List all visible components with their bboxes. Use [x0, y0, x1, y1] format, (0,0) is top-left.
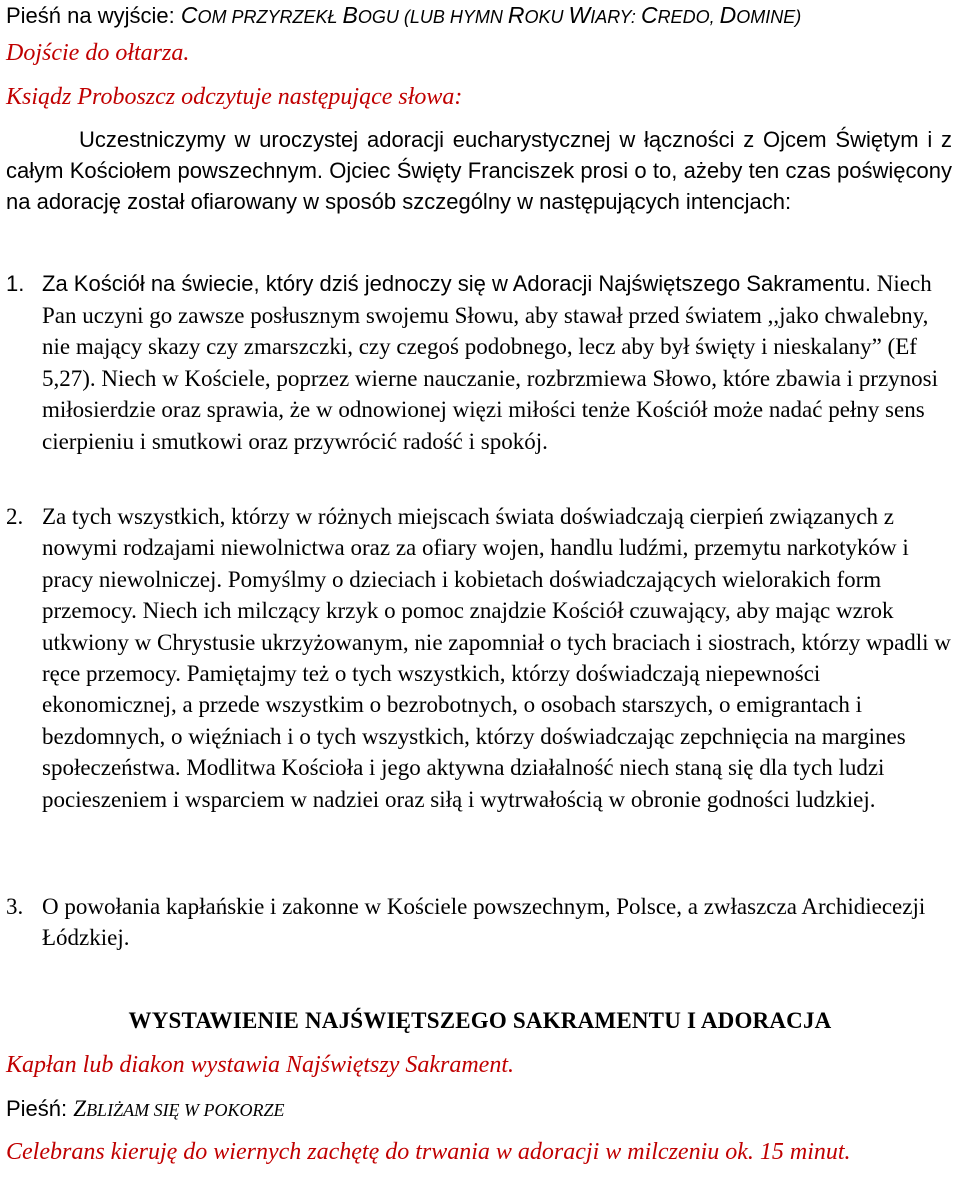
- song-line: [6, 1096, 285, 1122]
- song-out-line: [6, 2, 801, 29]
- intention-number: 2.: [6, 504, 24, 529]
- song-out-title: COM PRZYRZEKŁ BOGU (LUB HYMN ROKU WIARY: CREDO, DOMINE): [180, 2, 802, 28]
- rubric-priest-reads: Ksiądz Proboszcz odczytuje następujące słowa:: [6, 84, 463, 110]
- intention-text: O powołania kapłańskie i zakonne w Kościele powszechnym, Polsce, a zwłaszcza Archidiecezji Łódzkiej.: [42, 894, 926, 951]
- intro-paragraph: Uczestniczymy w uroczystej adoracji eucharystycznej w łączności z Ojcem Świętym i z całym Kościołem powszechnym. Ojciec Święty Franciszek prosi o to, ażeby ten czas poświęcony na adorację został ofiarowany w sposób szczególny w następujących intencjach:: [6, 127, 952, 214]
- song-out-label: Pieśń na wyjście:: [6, 3, 181, 28]
- intention-2: [6, 501, 952, 815]
- intention-number: 3.: [6, 894, 24, 919]
- rubric-approach-altar: Dojście do ołtarza.: [6, 40, 190, 66]
- intention-number: 1.: [6, 271, 25, 296]
- intention-1: [6, 268, 952, 457]
- intention-3: [6, 891, 952, 954]
- rubric-exposition: Kapłan lub diakon wystawia Najświętszy Sakrament.: [6, 1052, 514, 1078]
- intention-text: Za tych wszystkich, którzy w różnych miejscach świata doświadczają cierpień związanych z nowymi rodzajami niewolnictwa oraz za ofiary wojen, handlu ludźmi, przemytu narkotyków i pracy niewolniczej. Pomyślmy o dzieciach i kobietach doświadczających wielorakich form przemocy. Niech ich milczący krzyk o pomoc znajdzie Kościół czuwający, aby mając wzrok utkwiony w Chrystusie ukrzyżowanym, nie zapomniał o tych braciach i siostrach, którzy wpadli w ręce przemocy. Pamiętajmy też o tych wszystkich, którzy doświadczają niepewności ekonomicznej, a przede wszystkim o bezrobotnych, o osobach starszych, o emigrantach i bezdomnych, o więźniach i o tych wszystkich, którzy doświadczając zepchnięcia na margines społeczeństwa. Modlitwa Kościoła i jego aktywna działalność niech staną się dla tych ludzi pocieszeniem i wsparciem w nadziei oraz siłą i wytrwałością w obronie godności ludzkiej.: [42, 504, 951, 812]
- song-label: Pieśń:: [6, 1096, 74, 1121]
- section-heading: WYSTAWIENIE NAJŚWIĘTSZEGO SAKRAMENTU I ADORACJA: [128, 1008, 832, 1033]
- intention-text: Za Kościół na świecie, który dziś jednoczy się w Adoracji Najświętszego Sakramentu. Niech Pan uczyni go zawsze posłusznym swojemu Słowu, aby stawał przed światem ,,jako chwalebny, nie mający skazy czy zmarszczki, czy czegoś podobnego, lecz aby był święty i nieskalany” (Ef 5,27). Niech w Kościele, poprzez wierne nauczanie, rozbrzmiewa Słowo, które zbawia i przynosi miłosierdzie oraz sprawia, że w odnowionej więzi miłości tenże Kościół może nadać pełny sens cierpieniu i smutkowi oraz przywrócić radość i spokój.: [42, 271, 939, 454]
- rubric-adoration-silence: Celebrans kieruję do wiernych zachętę do trwania w adoracji w milczeniu ok. 15 minut.: [6, 1139, 851, 1165]
- song-title: ZBLIŻAM SIĘ W POKORZE: [73, 1096, 285, 1121]
